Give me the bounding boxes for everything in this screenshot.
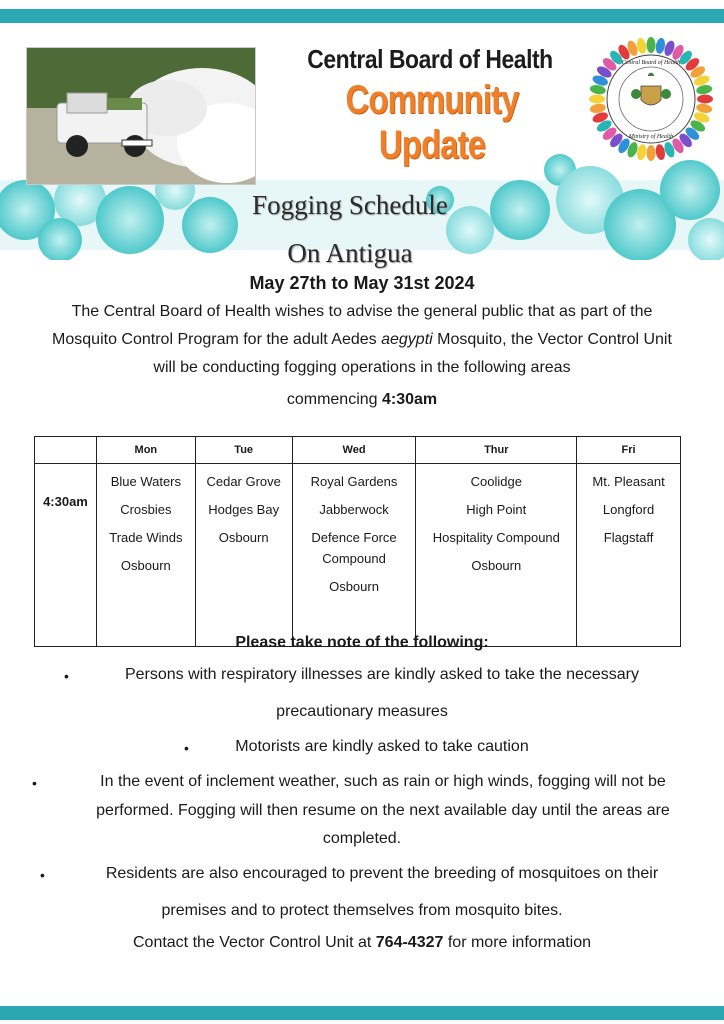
area-item: Mt. Pleasant xyxy=(592,474,665,489)
intro-line-2-end: Mosquito, the Vector Control Unit xyxy=(432,331,672,348)
area-item: Hodges Bay xyxy=(208,502,280,517)
commence-line xyxy=(0,391,724,409)
commence-label: commencing xyxy=(286,391,382,408)
area-item: Flagstaff xyxy=(603,530,654,545)
tue-cell xyxy=(195,464,292,647)
fogging-schedule-table xyxy=(34,436,681,647)
note-3-line-1: In the event of inclement weather, such as rain or high winds, fogging will not be xyxy=(100,773,666,790)
fogging-truck-photo xyxy=(26,47,256,185)
community-update-banner: Community Update xyxy=(345,78,519,167)
header-fri: Fri xyxy=(577,437,681,464)
area-item: High Point xyxy=(466,502,527,517)
area-item: Blue Waters xyxy=(110,474,182,489)
central-board-of-health-seal xyxy=(588,36,714,162)
mon-cell xyxy=(96,464,195,647)
fogging-schedule-subtitle: On Antigua xyxy=(287,238,413,268)
note-1-line-1: Persons with respiratory illnesses are kindly asked to take the necessary xyxy=(124,666,639,683)
area-item: Defence Force Compound xyxy=(311,530,397,566)
area-item: Royal Gardens xyxy=(310,474,398,489)
note-1-line-2: precautionary measures xyxy=(276,703,448,720)
header-thur: Thur xyxy=(416,437,577,464)
thur-cell xyxy=(416,464,577,647)
area-item: Hospitality Compound xyxy=(432,530,560,545)
note-4-line-2: premises and to protect themselves from mosquito bites. xyxy=(161,902,563,919)
intro-line-2 xyxy=(10,326,714,354)
seal-ring-figure xyxy=(697,95,713,104)
seal-ring-figure xyxy=(655,37,667,54)
contact-phone: 764-4327 xyxy=(375,934,444,951)
bullet-icon: • xyxy=(32,775,37,791)
commence-time: 4:30am xyxy=(382,391,438,408)
seal-ring-figure xyxy=(647,37,656,53)
fogging-schedule-title: Fogging Schedule xyxy=(252,190,448,220)
header-time xyxy=(35,437,97,464)
bullet-icon: • xyxy=(64,668,69,684)
intro-line-3: will be conducting fogging operations in the following areas xyxy=(153,359,571,376)
seal-ring-figure xyxy=(647,145,656,161)
seal-ring-figure xyxy=(636,144,648,161)
wed-cell xyxy=(292,464,416,647)
note-3-line-3: completed. xyxy=(322,830,402,847)
area-item: Jabberwock xyxy=(319,502,389,517)
seal-ring-figure xyxy=(589,103,606,115)
note-2: Motorists are kindly asked to take caution xyxy=(235,738,529,755)
date-range: May 27th to May 31st 2024 xyxy=(249,273,475,293)
contact-prefix: Contact the Vector Control Unit at xyxy=(132,934,376,951)
area-item: Crosbies xyxy=(120,502,172,517)
area-item: Osbourn xyxy=(471,558,522,573)
table-header-row xyxy=(35,437,681,464)
seal-ring-figure xyxy=(636,37,648,54)
seal-ring-figure xyxy=(589,95,605,104)
intro-line-2-start: Mosquito Control Program for the adult Aedes xyxy=(52,331,382,348)
seal-ring-figure xyxy=(655,144,667,161)
intro-paragraph xyxy=(10,298,714,382)
area-item: Coolidge xyxy=(470,474,522,489)
table-row xyxy=(35,464,681,647)
area-item: Osbourn xyxy=(329,579,379,594)
seal-ring-figure xyxy=(696,84,713,96)
header-tue: Tue xyxy=(195,437,292,464)
area-item: Longford xyxy=(602,502,655,517)
seal-ring-figure xyxy=(696,103,713,115)
contact-line xyxy=(0,934,724,952)
area-item: Osbourn xyxy=(218,530,269,545)
seal-text-top: Central Board of Health xyxy=(621,60,681,66)
seal-text-bottom: Ministry of Health xyxy=(628,134,674,140)
notes-heading: Please take note of the following: xyxy=(235,634,489,651)
area-item: Trade Winds xyxy=(109,530,183,545)
note-4-line-1: Residents are also encouraged to prevent the breeding of mosquitoes on their xyxy=(105,865,659,882)
area-item: Osbourn xyxy=(120,558,171,573)
bullet-icon: • xyxy=(40,867,45,883)
org-name: Central Board of Health xyxy=(307,44,553,74)
fri-cell xyxy=(577,464,681,647)
area-item: Cedar Grove xyxy=(206,474,281,489)
bottom-accent-bar xyxy=(0,1006,724,1020)
note-3-line-2: performed. Fogging will then resume on the next available day until the areas are xyxy=(96,802,670,819)
time-cell: 4:30am xyxy=(35,464,97,647)
header-mon: Mon xyxy=(96,437,195,464)
top-accent-bar xyxy=(0,9,724,23)
intro-species-italic: aegypti xyxy=(381,331,433,348)
seal-ring-figure xyxy=(589,84,606,96)
intro-line-1: The Central Board of Health wishes to advise the general public that as part of the xyxy=(71,303,653,320)
contact-suffix: for more information xyxy=(443,934,592,951)
header-wed: Wed xyxy=(292,437,416,464)
bullet-icon: • xyxy=(184,740,189,756)
